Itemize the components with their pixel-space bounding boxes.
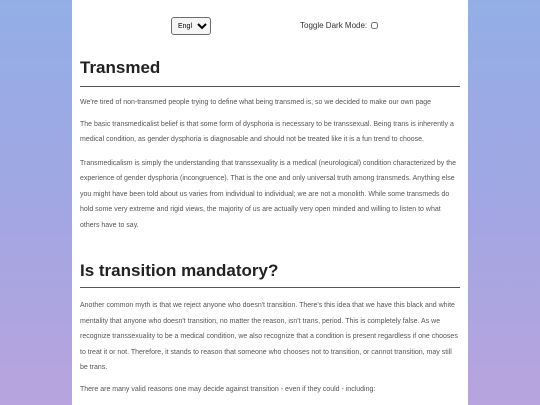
paragraph: Transmedicalism is simply the understanding that transsexuality is a medical (neurological) condition characterized by the experience of gender dysphoria (incongruence). That is the one and only universal truth among transmeds. Anything else you might have been told about us varies from individual to individual; we are not a monolith. While some transmeds do hold some very extreme and rigid views, the majority of us are actually very open minded and willing to listen to what others have to say. <box>80 159 456 229</box>
section-heading-transition-mandatory: Is transition mandatory? <box>80 257 460 288</box>
dark-mode-checkbox[interactable] <box>371 22 378 29</box>
paragraph: Another common myth is that we reject anyone who doesn't transition. There's this idea that we have this black and white mentality that anyone who doesn't transition, no matter the reason, isn't trans, period. This is completely false. As we recognize transsexuality to be a medical condition, we also recognize that a condition is present regardless if one chooses to treat it or not. Therefore, it stands to reason that someone who chooses not to transition, or cannot transition, may still be trans. <box>80 302 458 371</box>
dark-mode-label: Toggle Dark Mode: <box>300 21 368 30</box>
main-content <box>80 52 460 397</box>
paragraph: There are many valid reasons one may decide against transition - even if they could - including: <box>80 385 376 393</box>
dark-mode-toggle[interactable] <box>300 21 378 30</box>
section-heading-transmed: Transmed <box>80 52 460 87</box>
language-select[interactable] <box>171 17 211 35</box>
paragraph: We're tired of non-transmed people trying to define what being transmed is, so we decided to make our own page <box>80 99 432 106</box>
page-container <box>72 0 468 405</box>
toolbar <box>72 0 468 52</box>
paragraph: The basic transmedicalist belief is that some form of dysphoria is necessary to be transsexual. Being trans is inherently a medical condition, as gender dysphoria is diagnosable and should not be treated like it is a fun trend to choose. <box>80 120 454 143</box>
